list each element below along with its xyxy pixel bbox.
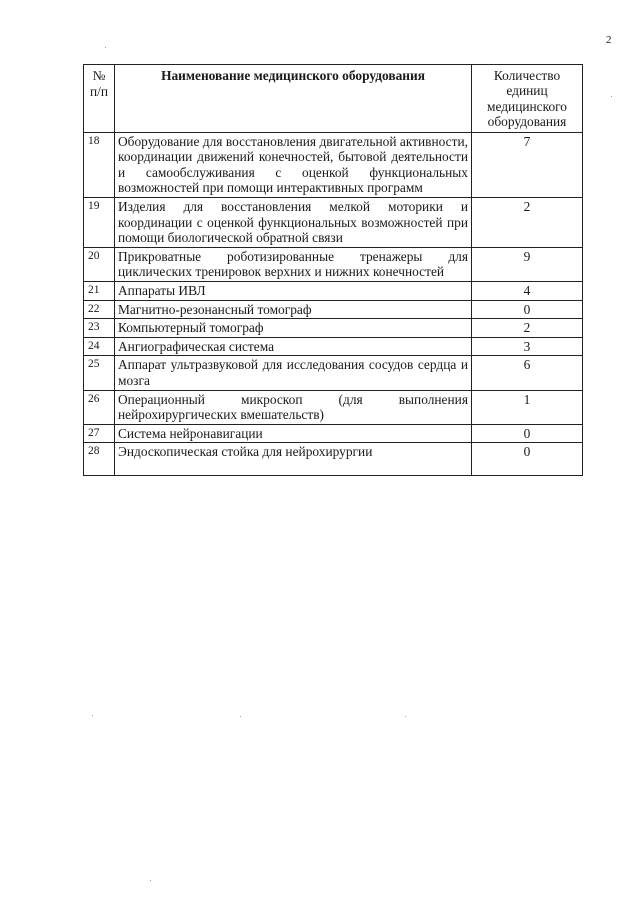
row-name: Аппараты ИВЛ bbox=[115, 281, 472, 300]
table-row bbox=[84, 337, 583, 356]
row-quantity: 6 bbox=[472, 356, 583, 390]
row-quantity: 3 bbox=[472, 337, 583, 356]
header-quantity: Количество единиц медицинского оборудования bbox=[472, 65, 583, 133]
table-row bbox=[84, 281, 583, 300]
row-quantity: 2 bbox=[472, 198, 583, 248]
table-row bbox=[84, 300, 583, 319]
row-number: 20 bbox=[84, 247, 115, 281]
scan-speck bbox=[611, 96, 612, 97]
row-name: Изделия для восстановления мелкой моторики и координации с оценкой функциональных возможностей при помощи биологической обратной связи bbox=[115, 198, 472, 248]
row-name: Ангиографическая система bbox=[115, 337, 472, 356]
row-number: 25 bbox=[84, 356, 115, 390]
scan-speck bbox=[240, 716, 241, 717]
table-header-row bbox=[84, 65, 583, 133]
row-quantity: 7 bbox=[472, 132, 583, 197]
row-number: 27 bbox=[84, 424, 115, 443]
scan-speck bbox=[150, 880, 151, 881]
row-quantity: 0 bbox=[472, 443, 583, 476]
row-quantity: 0 bbox=[472, 300, 583, 319]
table-row bbox=[84, 198, 583, 248]
equipment-table bbox=[83, 64, 583, 476]
table-row bbox=[84, 319, 583, 338]
row-number: 23 bbox=[84, 319, 115, 338]
row-quantity: 4 bbox=[472, 281, 583, 300]
table-row bbox=[84, 390, 583, 424]
row-number: 24 bbox=[84, 337, 115, 356]
scan-speck bbox=[405, 716, 406, 717]
row-number: 26 bbox=[84, 390, 115, 424]
page-number: 2 bbox=[606, 34, 612, 46]
row-name: Оборудование для восстановления двигательной активности, координации движений конечностей, бытовой деятельности и самообслуживания с оценкой функциональных возможностей при помощи интерактивных программ bbox=[115, 132, 472, 197]
row-name: Компьютерный томограф bbox=[115, 319, 472, 338]
row-quantity: 1 bbox=[472, 390, 583, 424]
table-row bbox=[84, 132, 583, 197]
row-number: 21 bbox=[84, 281, 115, 300]
header-name: Наименование медицинского оборудования bbox=[115, 65, 472, 133]
row-name: Эндоскопическая стойка для нейрохирургии bbox=[115, 443, 472, 476]
table-row bbox=[84, 247, 583, 281]
table-row bbox=[84, 443, 583, 476]
row-quantity: 2 bbox=[472, 319, 583, 338]
header-number: № п/п bbox=[84, 65, 115, 133]
scan-speck bbox=[105, 47, 106, 48]
row-name: Система нейронавигации bbox=[115, 424, 472, 443]
row-name: Прикроватные роботизированные тренажеры для циклических тренировок верхних и нижних конечностей bbox=[115, 247, 472, 281]
row-number: 22 bbox=[84, 300, 115, 319]
scan-speck bbox=[92, 715, 93, 716]
row-number: 28 bbox=[84, 443, 115, 476]
table-row bbox=[84, 424, 583, 443]
row-quantity: 0 bbox=[472, 424, 583, 443]
row-number: 19 bbox=[84, 198, 115, 248]
row-quantity: 9 bbox=[472, 247, 583, 281]
row-number: 18 bbox=[84, 132, 115, 197]
row-name: Аппарат ультразвуковой для исследования сосудов сердца и мозга bbox=[115, 356, 472, 390]
table-row bbox=[84, 356, 583, 390]
row-name: Операционный микроскоп (для выполнения нейрохирургических вмешательств) bbox=[115, 390, 472, 424]
row-name: Магнитно-резонансный томограф bbox=[115, 300, 472, 319]
